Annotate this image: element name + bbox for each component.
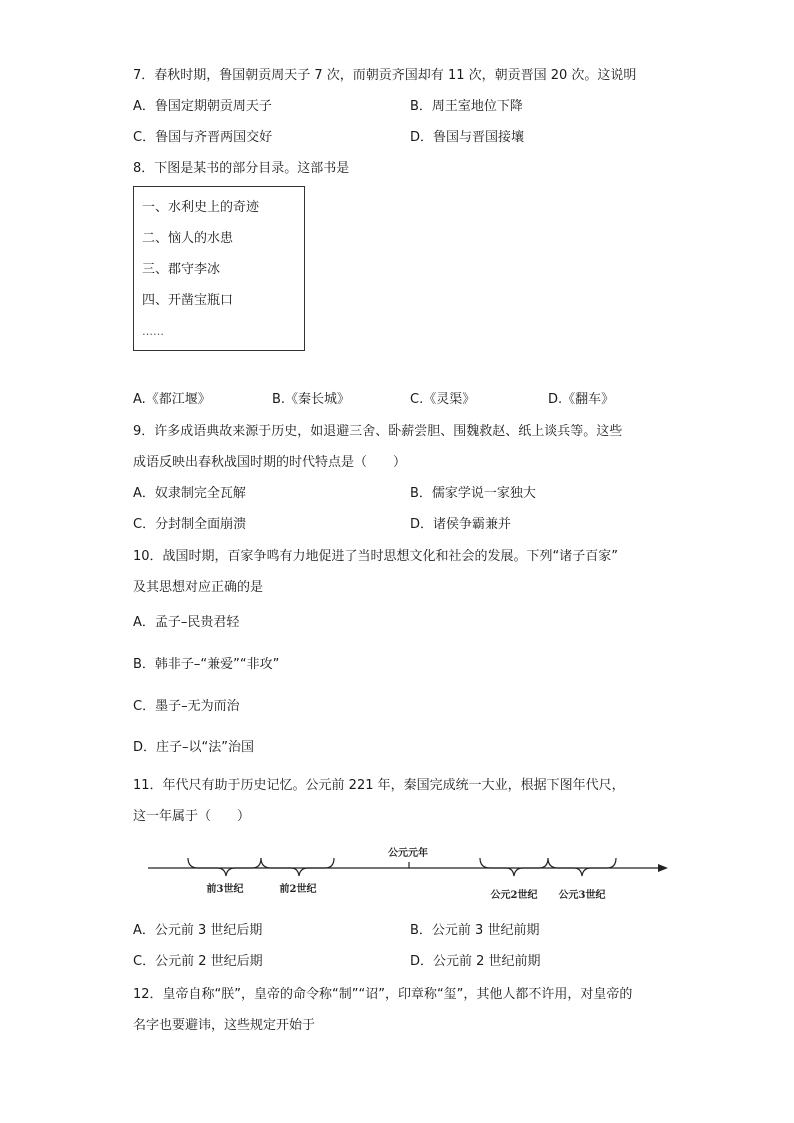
question-12-stem-line2: 名字也要避讳，这些规定开始于: [133, 1018, 316, 1033]
timeline-label-2nd-century-bc: 前2世纪: [279, 884, 317, 895]
timeline-arrow-icon: [658, 864, 668, 872]
q11-option-c[interactable]: C．公元前 2 世纪后期: [133, 954, 263, 969]
question-9-stem-line1: 9．许多成语典故来源于历史，如退避三舍、卧薪尝胆、围魏救赵、纸上谈兵等。这些: [133, 424, 623, 439]
q11-option-d[interactable]: D．公元前 2 世纪前期: [410, 954, 541, 969]
q8-option-a[interactable]: A.《都江堰》: [133, 392, 211, 407]
question-11-stem-line2: 这一年属于（ ）: [133, 809, 251, 824]
toc-item: 四、开凿宝瓶口: [142, 293, 234, 308]
q7-option-a[interactable]: A．鲁国定期朝贡周天子: [133, 99, 272, 114]
q8-option-c[interactable]: C.《灵渠》: [410, 392, 476, 407]
brace-2nd-century-bc: [261, 858, 334, 876]
q7-option-c[interactable]: C．鲁国与齐晋两国交好: [133, 130, 273, 145]
brace-3rd-century-bc: [188, 858, 261, 876]
question-8-stem: 8．下图是某书的部分目录。这部书是: [133, 161, 350, 176]
question-10-stem-line1: 10．战国时期，百家争鸣有力地促进了当时思想文化和社会的发展。下列“诸子百家”: [133, 549, 619, 564]
q11-option-b[interactable]: B．公元前 3 世纪前期: [410, 923, 540, 938]
q10-option-d[interactable]: D．庄子–以“法”治国: [133, 740, 254, 755]
question-9-stem-line2: 成语反映出春秋战国时期的时代特点是（ ）: [133, 455, 407, 470]
q8-option-d[interactable]: D.《翻车》: [548, 392, 615, 407]
timeline-label-3rd-century-bc: 前3世纪: [206, 884, 244, 895]
q9-option-c[interactable]: C．分封制全面崩溃: [133, 517, 247, 532]
toc-item: 二、恼人的水患: [142, 231, 234, 246]
toc-item: 一、水利史上的奇迹: [142, 200, 260, 215]
book-table-of-contents: [133, 186, 305, 351]
question-7-stem: 7．春秋时期，鲁国朝贡周天子 7 次，而朝贡齐国却有 11 次，朝贡晋国 20 次。这说明: [133, 68, 637, 83]
q9-option-d[interactable]: D．诸侯争霸兼并: [410, 517, 512, 532]
q8-option-b[interactable]: B.《秦长城》: [272, 392, 351, 407]
brace-3rd-century-ad: [548, 858, 616, 876]
toc-ellipsis: ……: [142, 325, 164, 338]
q9-option-a[interactable]: A．奴隶制完全瓦解: [133, 486, 246, 501]
question-11-stem-line1: 11．年代尺有助于历史记忆。公元前 221 年，秦国完成统一大业，根据下图年代尺，: [133, 778, 625, 793]
timeline-label-3rd-century-ad: 公元3世纪: [558, 890, 606, 901]
timeline-label-2nd-century-ad: 公元2世纪: [490, 890, 538, 901]
q11-option-a[interactable]: A．公元前 3 世纪后期: [133, 923, 263, 938]
q10-option-b[interactable]: B．韩非子–“兼爱”“非攻”: [133, 657, 280, 672]
timeline-ruler: [140, 836, 670, 916]
q9-option-b[interactable]: B．儒家学说一家独大: [410, 486, 536, 501]
q7-option-b[interactable]: B．周王室地位下降: [410, 99, 523, 114]
question-12-stem-line1: 12．皇帝自称“朕”，皇帝的命令称“制”“诏”，印章称“玺”，其他人都不许用，对皇帝的: [133, 987, 633, 1002]
q7-option-d[interactable]: D．鲁国与晋国接壤: [410, 130, 525, 145]
brace-2nd-century-ad: [480, 858, 548, 876]
q10-option-a[interactable]: A．孟子–民贵君轻: [133, 615, 240, 630]
q10-option-c[interactable]: C．墨子–无为而治: [133, 699, 240, 714]
question-10-stem-line2: 及其思想对应正确的是: [133, 580, 264, 595]
timeline-center-label: 公元元年: [388, 848, 428, 859]
toc-item: 三、郡守李冰: [142, 262, 221, 277]
